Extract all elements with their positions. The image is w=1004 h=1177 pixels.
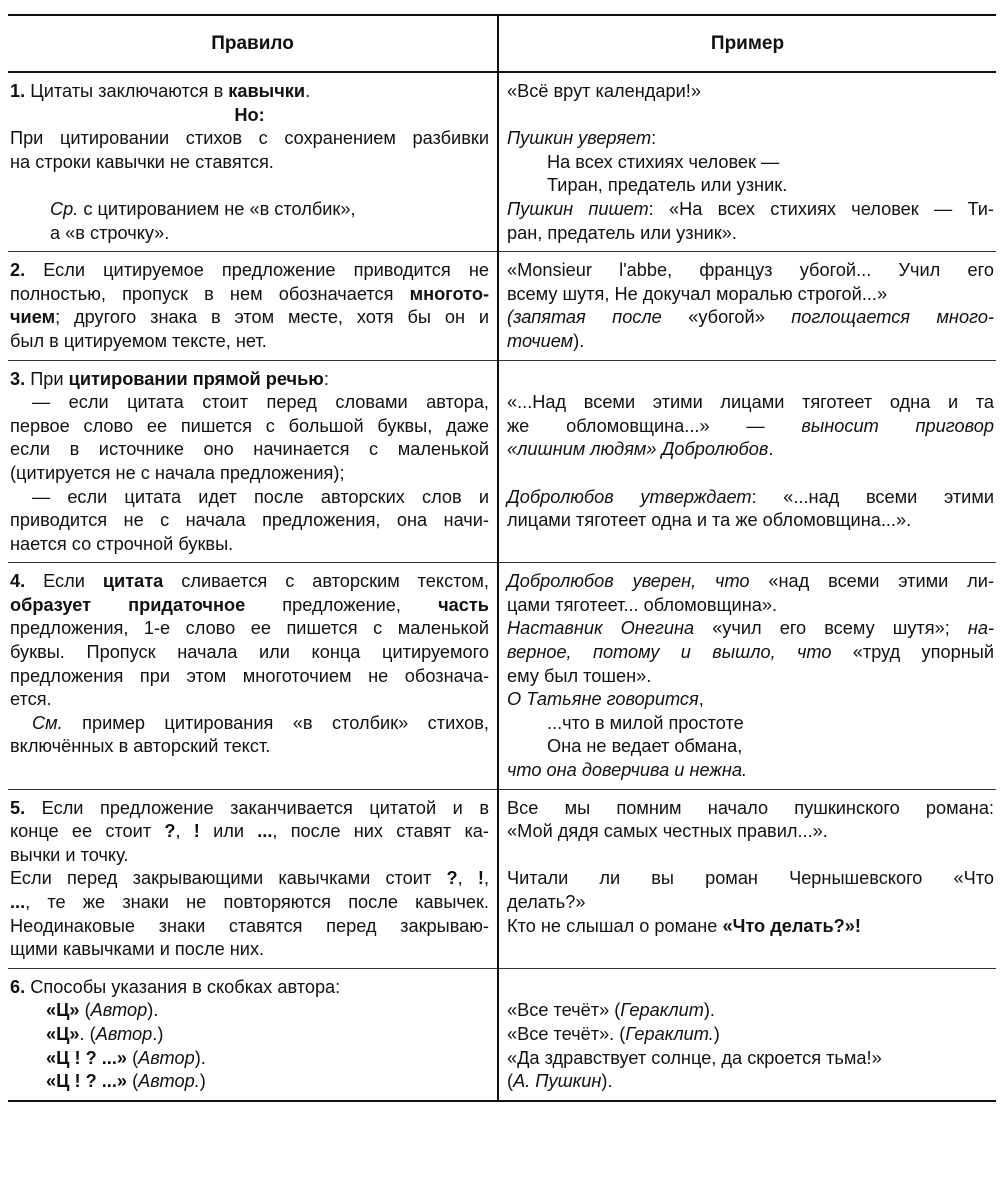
text-line [507, 915, 994, 939]
text-line [10, 915, 489, 939]
text-segment: включённых в авторский текст. [10, 736, 271, 757]
text-segment: 3. [10, 368, 31, 389]
text-line [10, 844, 489, 868]
table-row [8, 72, 996, 252]
text-segment: лицами тяготеет одна и та же обломовщина...». [507, 510, 912, 531]
text-segment: ( [127, 1071, 139, 1092]
text-segment: Читали ли вы роман Чернышевского «Что [507, 868, 994, 889]
text-segment: цами тяготеет... обломовщина». [507, 594, 778, 615]
text-line [507, 797, 994, 821]
text-line [10, 938, 489, 962]
text-segment: нается со строчной буквы. [10, 533, 234, 554]
text-line [507, 891, 994, 915]
text-line [507, 688, 994, 712]
example-cell [498, 789, 996, 968]
text-line [507, 104, 994, 128]
text-line [507, 1023, 994, 1047]
text-line [10, 533, 489, 557]
text-line [10, 1070, 489, 1094]
text-segment: Гераклит [620, 1000, 704, 1021]
text-segment: «труд упорный [831, 642, 995, 663]
text-segment: 2. [10, 260, 44, 281]
text-line [507, 844, 994, 868]
text-line [10, 368, 489, 392]
text-line [507, 174, 994, 198]
text-segment: предложения при этом многоточием не обознача- [10, 665, 489, 686]
text-line [10, 759, 489, 783]
text-segment: ! [193, 821, 200, 842]
text-segment: цитата [102, 571, 164, 592]
text-segment: ) [713, 1023, 720, 1044]
text-line [507, 80, 994, 104]
example-cell [498, 252, 996, 360]
text-segment: . ( [79, 1023, 96, 1044]
text-segment: ( [79, 1000, 91, 1021]
text-line [10, 688, 489, 712]
text-segment: 4. [10, 571, 44, 592]
text-line [10, 509, 489, 533]
text-segment: делать?» [507, 892, 586, 912]
text-segment: «Ц» [46, 1023, 80, 1044]
text-segment: всему шутя, Не докучал моралью строгой...» [507, 283, 888, 304]
text-segment: верное, потому и вышло, что [507, 642, 832, 663]
text-segment: .) [152, 1023, 164, 1044]
text-line [10, 712, 489, 736]
text-line [507, 594, 994, 618]
table-header-row [8, 15, 996, 72]
text-line [507, 617, 994, 641]
text-segment: ! [477, 868, 484, 889]
text-segment: поглощается много- [791, 307, 994, 328]
text-segment: Автор [95, 1023, 153, 1044]
text-line [10, 617, 489, 641]
text-segment: же обломовщина...» — [507, 415, 802, 436]
text-line [507, 641, 994, 665]
text-line [10, 222, 489, 246]
text-segment: первое слово ее пишется с большой буквы, даже [10, 415, 489, 436]
text-segment: «лишним людям» [507, 439, 657, 460]
text-segment: ) [199, 1071, 206, 1092]
text-line [10, 820, 489, 844]
text-segment: Если перед закрывающими кавычками стоит [10, 868, 447, 889]
text-segment: Пушкин пишет [507, 198, 649, 219]
text-line [10, 570, 489, 594]
example-cell [498, 72, 996, 252]
text-segment: ...что в милой простоте [547, 712, 744, 733]
text-segment: ... [10, 892, 26, 912]
table-body [8, 72, 996, 1101]
text-line [10, 391, 489, 415]
text-segment: : «...над всеми этими [751, 486, 994, 507]
text-segment: Кто не слышал о романе [507, 915, 723, 936]
text-segment: запятая после [513, 307, 662, 328]
text-line [507, 509, 994, 533]
text-line [10, 259, 489, 283]
text-segment: При [30, 368, 69, 389]
text-segment: ран, предатель или узник». [507, 222, 737, 243]
text-segment: «...Над всеми этими лицами тяготеет одна и та [507, 392, 994, 413]
text-segment: «Мой дядя самых честных правил...». [507, 821, 828, 842]
text-segment: А. Пушкин [513, 1071, 602, 1092]
text-segment: : [651, 128, 657, 149]
text-line [10, 127, 489, 151]
text-segment: (цитируется не с начала предложения); [10, 462, 345, 483]
text-segment: . [768, 439, 774, 460]
rule-cell [8, 360, 498, 563]
text-segment: Автор [90, 1000, 148, 1021]
text-line [10, 306, 489, 330]
text-segment: — если цитата идет после авторских слов и [32, 486, 489, 507]
text-line [507, 462, 994, 486]
text-segment: — если цитата стоит перед словами автора, [32, 392, 489, 413]
text-segment: , [175, 821, 194, 842]
text-segment: 6. [10, 976, 31, 997]
text-segment: Ср. [50, 198, 79, 219]
text-segment: сливается с авторским текстом, [163, 571, 489, 592]
rule-column-header: Правило [8, 15, 498, 72]
text-line [10, 283, 489, 307]
table-row [8, 789, 996, 968]
text-segment: Автор [138, 1047, 195, 1068]
text-line [10, 438, 489, 462]
text-line [10, 462, 489, 486]
text-segment: Все мы помним начало пушкинского романа: [507, 797, 994, 818]
text-segment: : «На всех стихиях человек — Ти- [648, 198, 994, 219]
text-line [507, 368, 994, 392]
text-segment: Если цитируемое предложение приводится не [43, 260, 489, 281]
text-segment: пример цитирования «в столбик» стихов, [62, 712, 489, 733]
text-line [507, 259, 994, 283]
text-line [507, 222, 994, 246]
rule-cell [8, 789, 498, 968]
text-segment: ). [147, 1000, 159, 1021]
text-segment: многото- [409, 283, 489, 304]
text-line [10, 797, 489, 821]
text-segment: О Татьяне говорится [507, 689, 699, 710]
table-row [8, 252, 996, 360]
table-row [8, 360, 996, 563]
text-line [507, 438, 994, 462]
text-segment: если в источнике оно начинается с маленькой [10, 439, 489, 460]
text-segment: ? [446, 868, 458, 889]
text-segment: ( [507, 1071, 514, 1092]
text-line [10, 891, 489, 915]
text-line [507, 735, 994, 759]
text-segment: «Да здравствует солнце, да скроется тьма!» [507, 1047, 882, 1068]
text-line [507, 151, 994, 175]
text-line [10, 198, 489, 222]
text-segment: Если предложение заканчивается цитатой и в [41, 797, 489, 818]
rule-cell [8, 252, 498, 360]
text-segment: на- [967, 618, 995, 639]
text-segment: «Ц ! ? ...» [46, 1047, 128, 1068]
text-line [10, 104, 489, 128]
text-segment: ется. [10, 689, 52, 710]
text-segment: . [305, 81, 311, 101]
text-line [507, 820, 994, 844]
text-segment: Неодинаковые знаки ставятся перед закрываю- [10, 915, 489, 936]
text-line [10, 665, 489, 689]
text-line [507, 1047, 994, 1071]
text-segment: Если [43, 571, 103, 592]
text-segment: , [457, 868, 478, 889]
text-segment: точием [507, 330, 574, 351]
text-line [507, 306, 994, 330]
text-line [10, 641, 489, 665]
text-segment: предложения, 1-е слово ее пишется с маленькой [10, 618, 489, 639]
text-line [507, 999, 994, 1023]
text-line [10, 174, 489, 198]
text-segment: , после них ставят ка- [272, 821, 489, 842]
table-row [8, 563, 996, 789]
table-row [8, 968, 996, 1100]
text-segment: или [199, 821, 258, 842]
text-segment: ( [127, 1047, 139, 1068]
text-segment: «Все течёт» ( [507, 1000, 621, 1021]
text-segment: цитировании прямой речью [68, 368, 324, 389]
text-segment: «Все течёт». ( [507, 1023, 626, 1044]
text-segment: : [323, 368, 329, 389]
example-cell [498, 968, 996, 1100]
text-segment: что она доверчива и нежна. [507, 760, 748, 781]
text-segment: выносит приговор [801, 415, 994, 436]
text-segment: ). [601, 1071, 613, 1092]
text-segment: , те же знаки не повторяются после кавычек. [25, 892, 489, 912]
text-segment: См. [32, 712, 63, 733]
rule-cell [8, 563, 498, 789]
text-segment: ). [703, 1000, 715, 1021]
text-segment: конце ее стоит [10, 821, 165, 842]
text-segment: был в цитируемом тексте, нет. [10, 330, 267, 351]
text-segment: 5. [10, 797, 42, 818]
text-line [10, 735, 489, 759]
text-segment: ? [164, 821, 176, 842]
example-column-header: Пример [498, 15, 996, 72]
text-segment: «убогой» [661, 307, 792, 328]
text-segment: полностью, пропуск в нем обозначается [10, 283, 410, 304]
text-segment: На всех стихиях человек — [547, 151, 780, 172]
text-segment: Цитаты заключаются в [30, 81, 229, 101]
text-segment: щими кавычками и после них. [10, 939, 265, 960]
text-line [10, 1047, 489, 1071]
rules-table [8, 14, 996, 1102]
text-line [10, 867, 489, 891]
text-segment: Наставник Онегина [507, 618, 695, 639]
text-segment: Автор. [138, 1071, 200, 1092]
rule-cell [8, 968, 498, 1100]
text-line [507, 391, 994, 415]
text-line [10, 594, 489, 618]
text-segment: вычки и точку. [10, 844, 129, 865]
text-line [10, 486, 489, 510]
text-segment: ). [573, 330, 585, 351]
text-line [507, 867, 994, 891]
text-segment: ( [507, 307, 514, 328]
text-segment: а «в строчку». [50, 222, 170, 243]
text-segment: «над всеми этими ли- [749, 571, 994, 592]
text-line [10, 999, 489, 1023]
text-segment: чием [10, 307, 56, 328]
text-segment: 1. [10, 81, 31, 101]
text-segment: ). [194, 1047, 206, 1068]
text-segment: предложение, [245, 594, 439, 615]
text-segment: с цитированием не «в столбик», [78, 198, 356, 219]
text-line [10, 1023, 489, 1047]
text-segment: образует придаточное [10, 594, 246, 615]
text-segment: ; другого знака в этом месте, хотя бы он и [55, 307, 489, 328]
example-cell [498, 360, 996, 563]
text-segment: Но: [234, 104, 265, 125]
text-line [507, 198, 994, 222]
text-segment: Пушкин уверяет [507, 128, 652, 149]
text-line [507, 127, 994, 151]
text-segment: кавычки [228, 81, 306, 101]
text-line [507, 415, 994, 439]
text-segment: Способы указания в скобках автора: [30, 976, 341, 997]
text-segment: ... [257, 821, 273, 842]
text-segment: Тиран, предатель или узник. [547, 175, 788, 196]
text-segment: на строки кавычки не ставятся. [10, 151, 274, 172]
text-segment: «Всё врут календари!» [507, 81, 701, 101]
text-line [10, 151, 489, 175]
text-line [10, 976, 489, 1000]
text-segment: «Ц ! ? ...» [46, 1071, 128, 1092]
text-segment: Она не ведает обмана, [547, 736, 743, 757]
text-segment: , [483, 868, 489, 889]
text-segment: буквы. Пропуск начала или конца цитируемого [10, 642, 489, 663]
text-segment: приводится не с начала предложения, она начи- [10, 510, 489, 531]
text-segment: часть [438, 594, 489, 615]
text-line [507, 712, 994, 736]
text-segment: , [698, 689, 704, 710]
text-segment: Добролюбов утверждает [507, 486, 752, 507]
text-line [507, 330, 994, 354]
text-line [507, 283, 994, 307]
text-line [507, 486, 994, 510]
text-line [507, 665, 994, 689]
text-segment: Добролюбов [661, 439, 769, 460]
text-line [507, 533, 994, 557]
text-segment: «Monsieur l'abbe, француз убогой... Учил его [507, 260, 994, 281]
text-line [10, 415, 489, 439]
text-line [507, 1070, 994, 1094]
text-line [507, 976, 994, 1000]
text-line [507, 570, 994, 594]
text-segment: Добролюбов уверен, что [507, 571, 750, 592]
text-line [10, 330, 489, 354]
text-segment: ему был тошен». [507, 665, 652, 686]
text-segment: «Что делать?»! [722, 915, 861, 936]
example-cell [498, 563, 996, 789]
text-segment: «Ц» [46, 1000, 80, 1021]
text-segment: При цитировании стихов с сохранением разбивки [10, 128, 489, 149]
rule-cell [8, 72, 498, 252]
text-line [10, 80, 489, 104]
text-line [507, 759, 994, 783]
text-segment: «учил его всему шутя»; [694, 618, 968, 639]
text-segment: Гераклит. [625, 1023, 714, 1044]
